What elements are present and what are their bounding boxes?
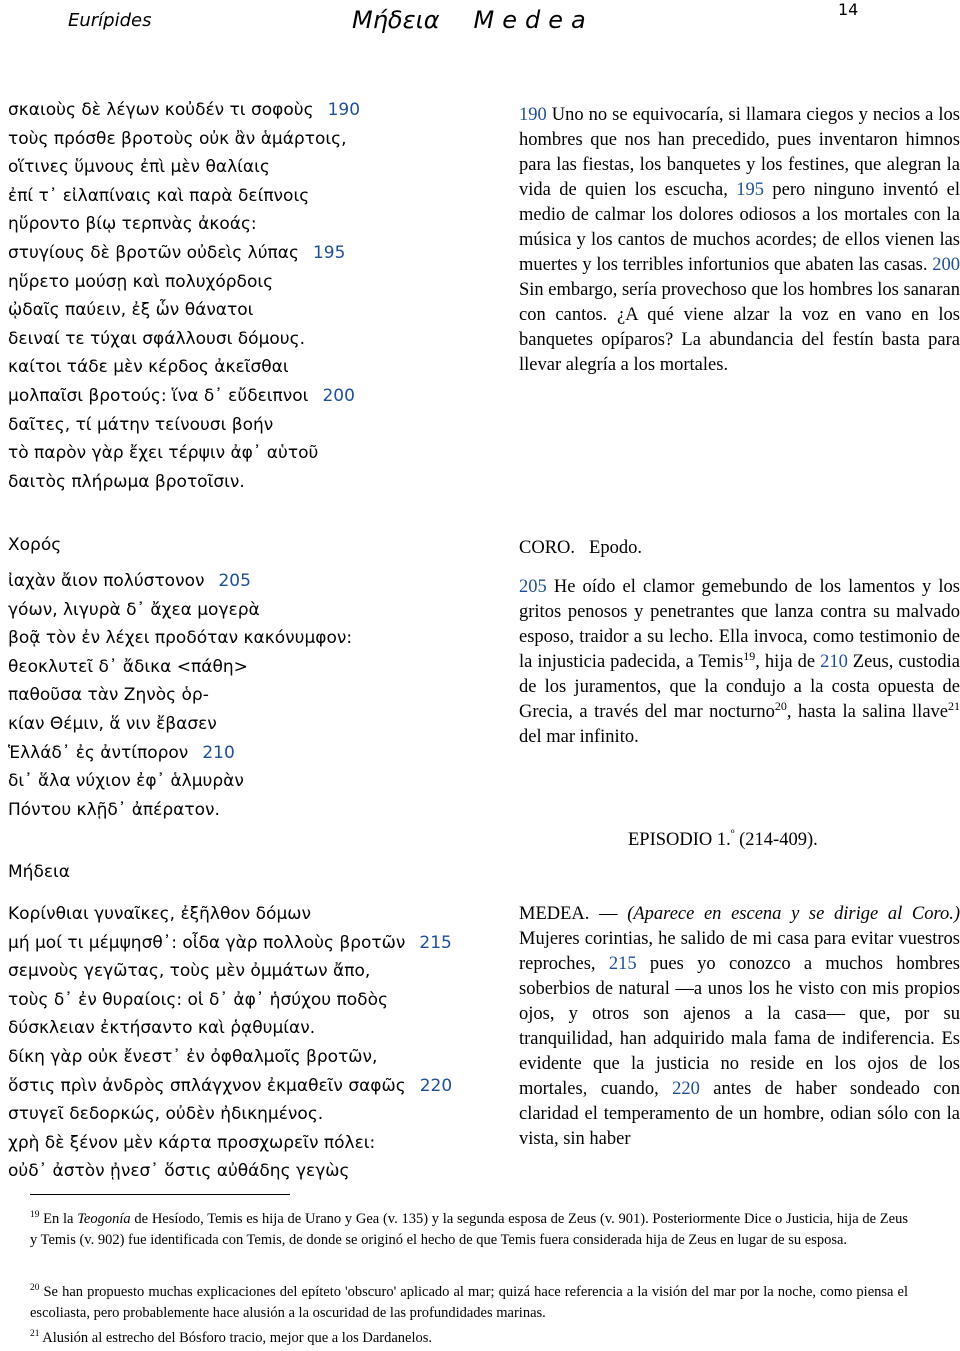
verse-text: δι᾽ ἅλα νύχιον ἐφ᾽ ἁλμυρὰν — [8, 771, 244, 792]
footnote-19: $^{19}$ En la Teogonía de Hesíodo, Temis es hija de Urano y Gea (v. 135) y la segunda esposa de Zeus (v. 901). Posteriormente Dice o Justicia, hija de Zeus y Temis (v. 902) fue identificada con Temis, de donde se originó el hecho de que Temis fuera considerada hija de Zeus en lugar de su esposa. — [30, 1210, 908, 1249]
verse-line — [8, 767, 352, 796]
verse-line — [8, 153, 360, 182]
spanish-translation-1: 190 Uno no se equivocaría, si llamara ciegos y necios a los hombres que nos han precedido, pues inventaron himnos para las fiestas, los banquetes y los festines, que alegran la vida de quien los escucha, 195 pero ninguno inventó el medio de calmar los dolores odiosos a los mortales con la música y los cantos de muchos acordes; de ellos vienen las muertes y los terribles infortunios que abaten las casas. 200 Sin embargo, sería provechoso que los hombres los sanaran con cantos. ¿A qué viene alzar la voz en vano en los banquetes opíparos? La abundancia del festín basta para llevar alegría a los mortales. — [519, 105, 960, 375]
verse-line — [8, 1043, 452, 1072]
verse-line — [8, 96, 360, 125]
verse-line — [8, 268, 360, 297]
line-number: 195 — [312, 242, 346, 263]
verse-line — [8, 1129, 452, 1158]
page-number: 14 — [838, 0, 859, 19]
verse-text: ὅστις πρὶν ἀνδρὸς σπλάγχνον ἐκμαθεῖν σαφῶς — [8, 1075, 406, 1096]
line-number: 215 — [419, 932, 452, 953]
running-head-title — [352, 6, 594, 34]
footnote-ref-19: 19 — [743, 648, 756, 663]
greek-verse-block-choir — [8, 567, 352, 824]
verse-line — [8, 411, 360, 440]
footnote-20: $^{20}$ Se han propuesto muchas explicaciones del epíteto 'obscuro' aplicado al mar; quizá hace referencia a la visión del mar por la noche, como piensa el escoliasta, pero probablemente hace alusión a la oscuridad de las profundidades marinas. — [30, 1283, 908, 1322]
spanish-translation-medea: MEDEA. — (Aparece en escena y se dirige al Coro.) Mujeres corintias, he salido de mi casa para evitar vuestros reproches, 215 pues yo conozco a muchos hombres soberbios de natural —a unos los he visto con mis propios ojos, y otros son ajenos a la casa— que, por su tranquilidad, han adquirido mala fama de indiferencia. Es evidente que la justicia no reside en los ojos de los mortales, cuando, 220 antes de haber sondeado con claridad el temperamento de un hombre, odian sólo con la vista, sin haber — [519, 904, 960, 1149]
verse-text: τοὺς δ᾽ ἐν θυραίοις: οἱ δ᾽ ἀφ᾽ ἡσύχου ποδὸς — [8, 989, 388, 1010]
verse-text: δύσκλειαν ἐκτήσαντο καὶ ῥᾳθυμίαν. — [8, 1018, 316, 1039]
verse-text: Πόντου κλῇδ᾽ ἀπέρατον. — [8, 799, 220, 820]
verse-text: στυγίους δὲ βροτῶν οὐδεὶς λύπας — [8, 242, 299, 263]
verse-text: μολπαῖσι βροτούς: ἵνα δ᾽ εὔδειπνοι — [8, 385, 309, 406]
verse-line — [8, 624, 352, 653]
line-number: 215 — [608, 954, 637, 974]
verse-text: δειναί τε τύχαι σφάλλουσι δόμους. — [8, 328, 306, 349]
verse-text: ηὕρετο μούσῃ καὶ πολυχόρδοις — [8, 271, 274, 292]
footnote-21: $^{21}$ Alusión al estrecho del Bósforo tracio, mejor que a los Dardanelos. — [30, 1329, 433, 1346]
footnote-separator — [30, 1194, 290, 1195]
verse-text: οὐδ᾽ ἀστὸν ᾐνεσ᾽ ὅστις αὐθάδης γεγὼς — [8, 1161, 350, 1182]
verse-line — [8, 439, 360, 468]
verse-line — [8, 182, 360, 211]
verse-text: καίτοι τάδε μὲν κέρδος ἀκεῖσθαι — [8, 357, 289, 378]
verse-text: σεμνοὺς γεγῶτας, τοὺς μὲν ὀμμάτων ἄπο, — [8, 961, 371, 982]
verse-text: στυγεῖ δεδορκώς, οὐδὲν ἠδικημένος. — [8, 1104, 324, 1125]
verse-line — [8, 1072, 452, 1101]
verse-text: θεοκλυτεῖ δ᾽ ἄδικα <πάθη> — [8, 656, 248, 677]
verse-text: ηὕροντο βίῳ τερπνὰς ἀκοάς: — [8, 214, 257, 235]
verse-text: κίαν Θέμιν, ἅ νιν ἔβασεν — [8, 713, 217, 734]
line-number: 205 — [218, 571, 251, 591]
verse-text: ἐπί τ᾽ εἰλαπίναις καὶ παρὰ δείπνοις — [8, 185, 310, 206]
verse-text: δίκη γὰρ οὐκ ἔνεστ᾽ ἐν ὀφθαλμοῖς βροτῶν, — [8, 1046, 378, 1067]
line-number: 210 — [820, 652, 848, 672]
verse-text: τὸ παρὸν γὰρ ἔχει τέρψιν ἀφ᾽ αὑτοῦ — [8, 443, 319, 464]
line-number: 220 — [672, 1079, 700, 1099]
line-number: 200 — [932, 255, 960, 275]
verse-line — [8, 239, 360, 268]
verse-line — [8, 567, 352, 596]
spanish-translation-choir: 205 He oído el clamor gemebundo de los lamentos y los gritos penosos y penetrantes que lanza contra su malvado esposo, traidor a su lecho. Ella invoca, como testimonio de la injusticia padecida, a Temis$^{19}$, hija de 210 Zeus, custodia de los juramentos, que la condujo a la costa opuesta de Grecia, a través del mar nocturno$^{20}$, hasta la salina llave$^{21}$ del mar infinito. — [519, 577, 960, 747]
verse-text: σκαιοὺς δὲ λέγων κοὐδέν τι σοφοὺς — [8, 100, 314, 120]
verse-line — [8, 929, 452, 958]
verse-text: χρὴ δὲ ξένον μὲν κάρτα προσχωρεῖν πόλει: — [8, 1132, 376, 1153]
greek-verse-block-medea — [8, 900, 452, 1186]
stage-direction: (Aparece en escena y se dirige al Coro.) — [627, 904, 960, 924]
greek-verse-block-1 — [8, 96, 360, 496]
line-number: 200 — [322, 385, 355, 406]
verse-line — [8, 125, 360, 154]
footnote-ref-20: 20 — [774, 698, 787, 713]
verse-text: Ἑλλάδ᾽ ἐς ἀντίπορον — [8, 742, 189, 763]
verse-text: ᾠδαῖς παύειν, ἐξ ὧν θάνατοι — [8, 300, 254, 321]
verse-line — [8, 1014, 452, 1043]
verse-line — [8, 796, 352, 825]
line-number: 205 — [519, 577, 547, 597]
title-greek: Μήδεια — [352, 6, 440, 34]
speaker-spanish-choir: CORO. Epodo. — [519, 538, 642, 558]
verse-line — [8, 325, 360, 354]
verse-line — [8, 596, 352, 625]
line-number: 190 — [519, 105, 547, 125]
verse-text: μή μοί τι μέμψησθ᾽: οἶδα γὰρ πολλοὺς βροτῶν — [8, 932, 406, 953]
verse-text: παθοῦσα τὰν Ζηνὸς ὁρ- — [8, 685, 209, 706]
verse-line — [8, 382, 360, 411]
line-number: 210 — [202, 742, 235, 763]
verse-text: δαῖτες, τί μάτην τείνουσι βοήν — [8, 414, 274, 435]
speaker-greek-choir: Χορός — [8, 535, 62, 555]
line-number: 195 — [736, 180, 764, 200]
verse-text: τοὺς πρόσθε βροτοὺς οὐκ ἂν ἁμάρτοις, — [8, 128, 347, 149]
speaker-greek-medea: Μήδεια — [8, 862, 70, 882]
verse-line — [8, 986, 452, 1015]
title-latin: Medea — [473, 6, 594, 34]
speaker-spanish-medea: MEDEA. — [519, 904, 590, 924]
verse-text: ἰαχὰν ἄιον πολύστονον — [8, 571, 205, 591]
footnote-ref-21: 21 — [948, 698, 960, 713]
episode-heading: EPISODIO 1.$^º$ (214-409). — [628, 826, 818, 850]
verse-line — [8, 900, 452, 929]
verse-text: οἵτινες ὕμνους ἐπὶ μὲν θαλίαις — [8, 157, 270, 178]
verse-line — [8, 1157, 452, 1186]
verse-text: δαιτὸς πλήρωμα βροτοῖσιν. — [8, 471, 245, 492]
running-head-author: Eurípides — [68, 10, 152, 31]
line-number: 220 — [419, 1075, 453, 1096]
verse-text: Κορίνθιαι γυναῖκες, ἐξῆλθον δόμων — [8, 904, 312, 924]
verse-line — [8, 681, 352, 710]
verse-line — [8, 468, 360, 497]
verse-line — [8, 957, 452, 986]
verse-text: βοᾷ τὸν ἐν λέχει προδόταν κακόνυμφον: — [8, 628, 353, 649]
verse-line — [8, 710, 352, 739]
verse-line — [8, 1100, 452, 1129]
verse-line — [8, 210, 360, 239]
verse-line — [8, 653, 352, 682]
line-number: 190 — [327, 100, 361, 120]
verse-line — [8, 296, 360, 325]
verse-line — [8, 739, 352, 768]
verse-text: γόων, λιγυρὰ δ᾽ ἄχεα μογερὰ — [8, 599, 260, 620]
verse-line — [8, 353, 360, 382]
